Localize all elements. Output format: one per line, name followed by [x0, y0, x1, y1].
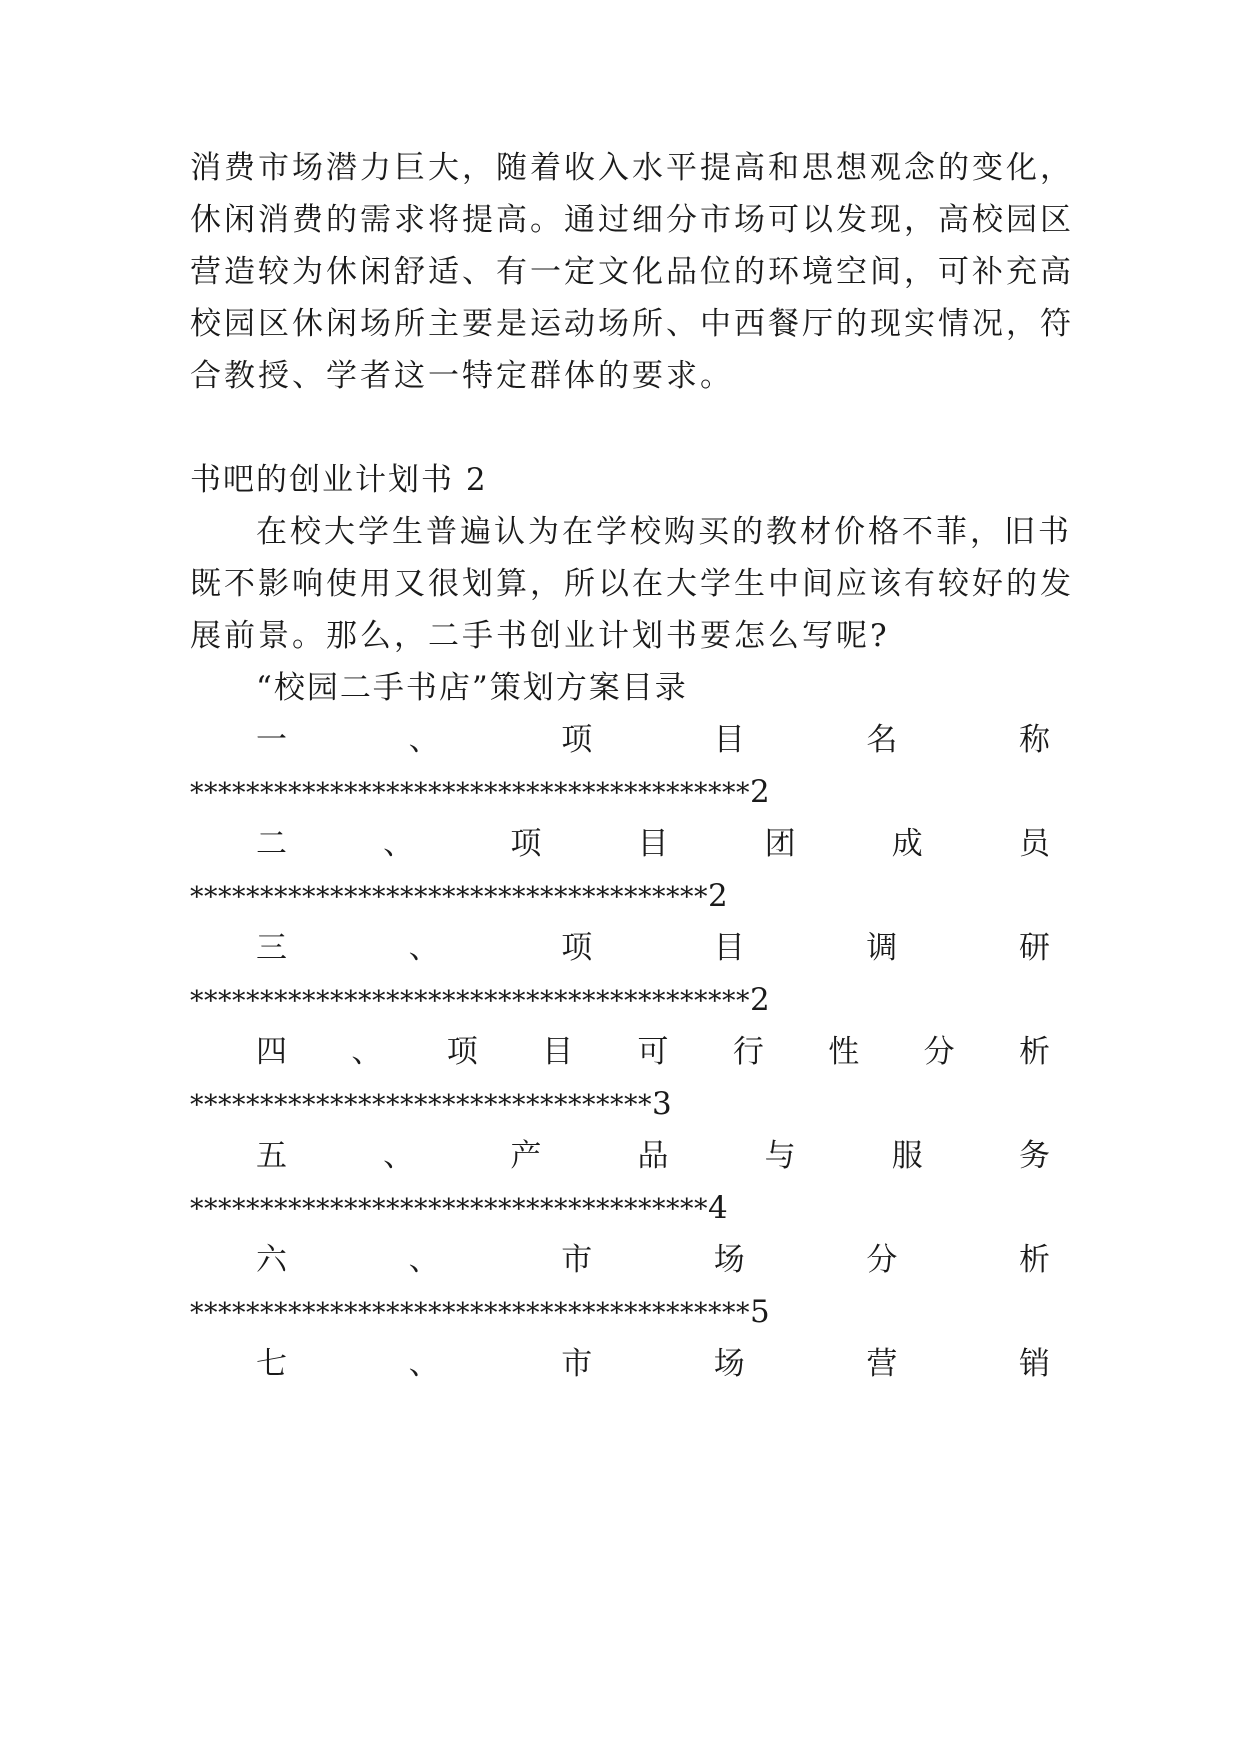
- toc-label-char: 、: [408, 1346, 440, 1382]
- section-heading: 书吧的创业计划书 2: [190, 462, 488, 498]
- toc-entry-label: [256, 720, 1050, 760]
- document-page: [190, 0, 1074, 1754]
- toc-label-char: 名: [866, 722, 898, 758]
- toc-entry-leader: [190, 1084, 672, 1126]
- toc-label-char: 三: [256, 930, 287, 966]
- paragraph-line: 合教授、学者这一特定群体的要求。: [190, 358, 734, 394]
- toc-label-char: 性: [828, 1034, 860, 1070]
- toc-label-char: 研: [1018, 930, 1050, 966]
- toc-entry-label: [256, 1032, 1050, 1072]
- toc-label-char: 目: [637, 826, 669, 862]
- paragraph-line: 在校大学生普遍认为在学校购买的教材价格不菲，旧书: [256, 514, 1072, 550]
- toc-label-char: 项: [561, 930, 593, 966]
- toc-label-char: 营: [866, 1346, 898, 1382]
- toc-label-char: 销: [1018, 1346, 1050, 1382]
- toc-label-char: 项: [510, 826, 542, 862]
- toc-label-char: 、: [383, 1138, 415, 1174]
- paragraph-line: 校园区休闲场所主要是运动场所、中西餐厅的现实情况，符: [190, 306, 1074, 342]
- toc-entry-leader: [190, 876, 728, 918]
- paragraph-line: 休闲消费的需求将提高。通过细分市场可以发现，高校园区: [190, 202, 1074, 238]
- paragraph-line: 营造较为休闲舒适、有一定文化品位的环境空间，可补充高: [190, 254, 1074, 290]
- toc-label-char: 场: [713, 1346, 745, 1382]
- toc-leader-stars: *************************************: [190, 882, 708, 913]
- toc-label-char: 、: [383, 826, 415, 862]
- toc-label-char: 市: [561, 1346, 593, 1382]
- toc-leader-stars: ****************************************: [190, 1298, 750, 1329]
- toc-label-char: 、: [408, 722, 440, 758]
- toc-label-char: 称: [1018, 722, 1050, 758]
- toc-label-char: 五: [256, 1138, 287, 1174]
- paragraph-line: 消费市场潜力巨大，随着收入水平提高和思想观念的变化，: [190, 150, 1074, 186]
- toc-label-char: 六: [256, 1242, 287, 1278]
- toc-entry-label: [256, 928, 1050, 968]
- toc-leader-stars: ****************************************: [190, 778, 750, 809]
- toc-label-char: 品: [637, 1138, 669, 1174]
- toc-label-char: 、: [351, 1034, 383, 1070]
- toc-leader-stars: *********************************: [190, 1090, 652, 1121]
- toc-label-char: 务: [1018, 1138, 1050, 1174]
- toc-label-char: 产: [510, 1138, 542, 1174]
- toc-label-char: 分: [923, 1034, 955, 1070]
- paragraph-line: 既不影响使用又很划算，所以在大学生中间应该有较好的发: [190, 566, 1074, 602]
- toc-label-char: 员: [1018, 826, 1050, 862]
- toc-page-number: 5: [750, 1294, 771, 1330]
- toc-label-char: 二: [256, 826, 287, 862]
- toc-label-char: 分: [866, 1242, 898, 1278]
- toc-label-char: 可: [637, 1034, 669, 1070]
- toc-label-char: 场: [713, 1242, 745, 1278]
- toc-entry-label: [256, 1344, 1050, 1384]
- toc-label-char: 目: [713, 930, 745, 966]
- toc-label-char: 项: [446, 1034, 478, 1070]
- toc-label-char: 七: [256, 1346, 287, 1382]
- toc-label-char: 团: [764, 826, 796, 862]
- toc-entry-label: [256, 1240, 1050, 1280]
- toc-entry-leader: [190, 772, 770, 814]
- toc-label-char: 、: [408, 930, 440, 966]
- toc-label-char: 行: [732, 1034, 764, 1070]
- toc-label-char: 调: [866, 930, 898, 966]
- toc-label-char: 目: [542, 1034, 574, 1070]
- toc-label-char: 与: [764, 1138, 796, 1174]
- toc-title: “校园二手书店”策划方案目录: [256, 670, 688, 706]
- toc-entry-leader: [190, 1188, 728, 1230]
- toc-page-number: 2: [708, 878, 729, 914]
- toc-label-char: 成: [891, 826, 923, 862]
- toc-label-char: 析: [1019, 1034, 1050, 1070]
- toc-entry-label: [256, 824, 1050, 864]
- toc-entry-label: [256, 1136, 1050, 1176]
- toc-label-char: 四: [256, 1034, 287, 1070]
- toc-leader-stars: ****************************************: [190, 986, 750, 1017]
- toc-label-char: 市: [561, 1242, 593, 1278]
- toc-label-char: 、: [408, 1242, 440, 1278]
- toc-entry-leader: [190, 1292, 770, 1334]
- toc-page-number: 4: [708, 1190, 729, 1226]
- paragraph-line: 展前景。那么，二手书创业计划书要怎么写呢?: [190, 618, 890, 654]
- toc-label-char: 项: [561, 722, 593, 758]
- toc-label-char: 析: [1018, 1242, 1050, 1278]
- toc-page-number: 3: [652, 1086, 673, 1122]
- toc-label-char: 服: [891, 1138, 923, 1174]
- toc-leader-stars: *************************************: [190, 1194, 708, 1225]
- toc-label-char: 一: [256, 722, 287, 758]
- toc-entry-leader: [190, 980, 770, 1022]
- toc-label-char: 目: [713, 722, 745, 758]
- toc-page-number: 2: [750, 982, 771, 1018]
- toc-page-number: 2: [750, 774, 771, 810]
